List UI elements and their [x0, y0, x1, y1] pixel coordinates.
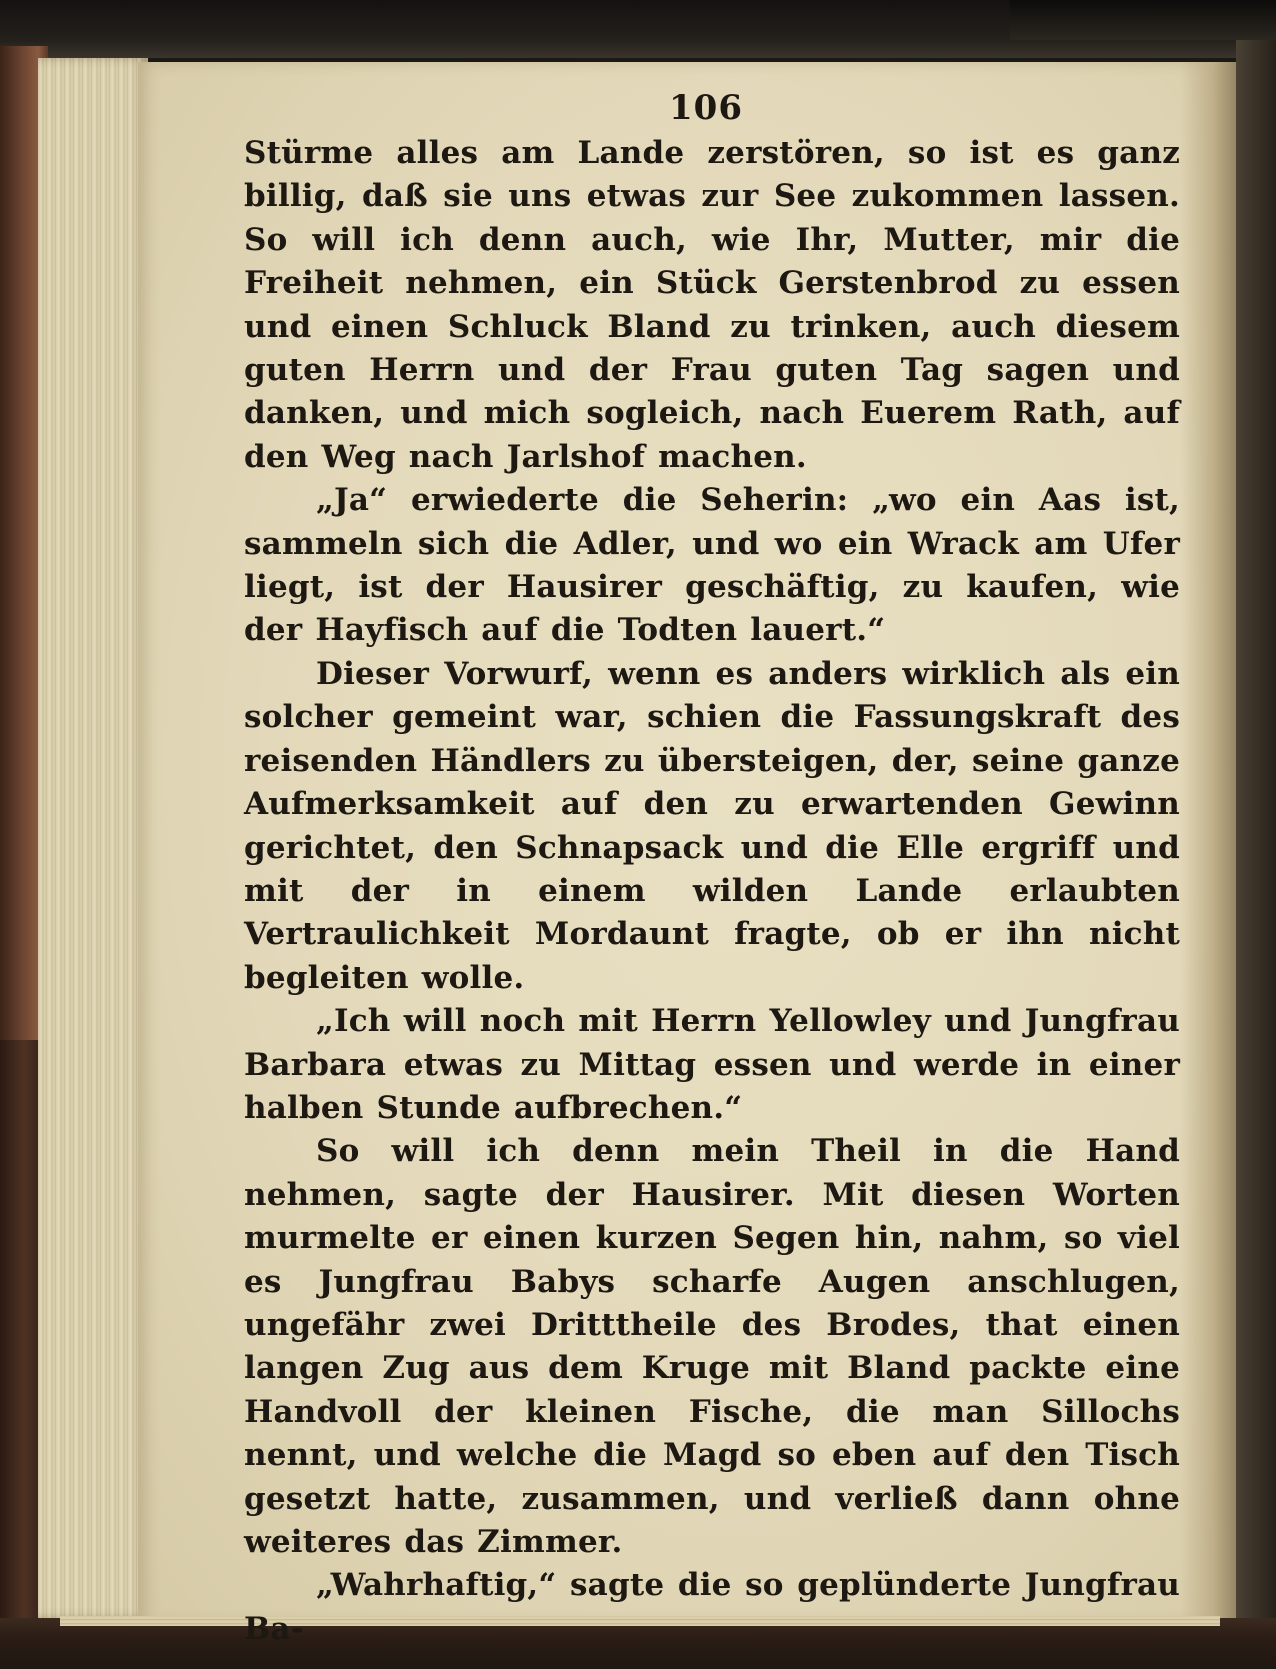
book-binding [1236, 40, 1276, 1669]
page-edges [38, 58, 148, 1618]
paragraph: Dieser Vorwurf, wenn es anders wirklich als ein solcher gemeint war, schien die Fassungskraft des reisenden Händlers zu übersteigen, der, seine ganze Aufmerksamkeit auf den zu erwartenden Gewinn gerichtet, den Schnapsack und die Elle ergriff und mit der in einem wilden Lande erlaubten Vertraulichkeit Mordaunt fragte, ob er ihn nicht begleiten wolle. [244, 655, 1180, 996]
page-gutter [1180, 62, 1240, 1624]
cover-edge [1010, 0, 1276, 40]
paragraph: So will ich denn mein Theil in die Hand nehmen, sagte der Hausirer. Mit diesen Worten murmelte er einen kurzen Segen hin, nahm, so viel es Jungfrau Babys scharfe Augen anschlugen, ungefähr zwei Dritttheile des Brodes, that einen langen Zug aus dem Kruge mit Bland packte eine Handvoll der kleinen Fische, die man Sillochs nennt, und welche die Magd so eben auf den Tisch gesetzt hatte, zusammen, und verließ dann ohne weiteres das Zimmer. [244, 1133, 1180, 1560]
paragraph: Stürme alles am Lande zerstören, so ist es ganz billig, daß sie uns etwas zur See zukommen lassen. So will ich denn auch, wie Ihr, Mutter, mir die Freiheit nehmen, ein Stück Gerstenbrod zu essen und einen Schluck Bland zu trinken, auch diesem guten Herrn und der Frau guten Tag sagen und danken, und mich sogleich, nach Euerem Rath, auf den Weg nach Jarlshof machen. [244, 135, 1180, 475]
paragraph: „Ich will noch mit Herrn Yellowley und Jungfrau Barbara etwas zu Mittag essen und werde in einer halben Stunde aufbrechen.“ [244, 1003, 1180, 1126]
leather-cover-shadow [0, 1040, 40, 1669]
page-text [244, 88, 1180, 1651]
paragraph: „Wahrhaftig,“ sagte die so geplünderte Jungfrau Ba- [244, 1567, 1180, 1647]
paragraph: „Ja“ erwiederte die Seherin: „wo ein Aas ist, sammeln sich die Adler, und wo ein Wrack am Ufer liegt, ist der Hausirer geschäftig, zu kaufen, wie der Hayfisch auf die Todten lauert.“ [244, 482, 1180, 649]
page-number: 106 [669, 88, 743, 128]
